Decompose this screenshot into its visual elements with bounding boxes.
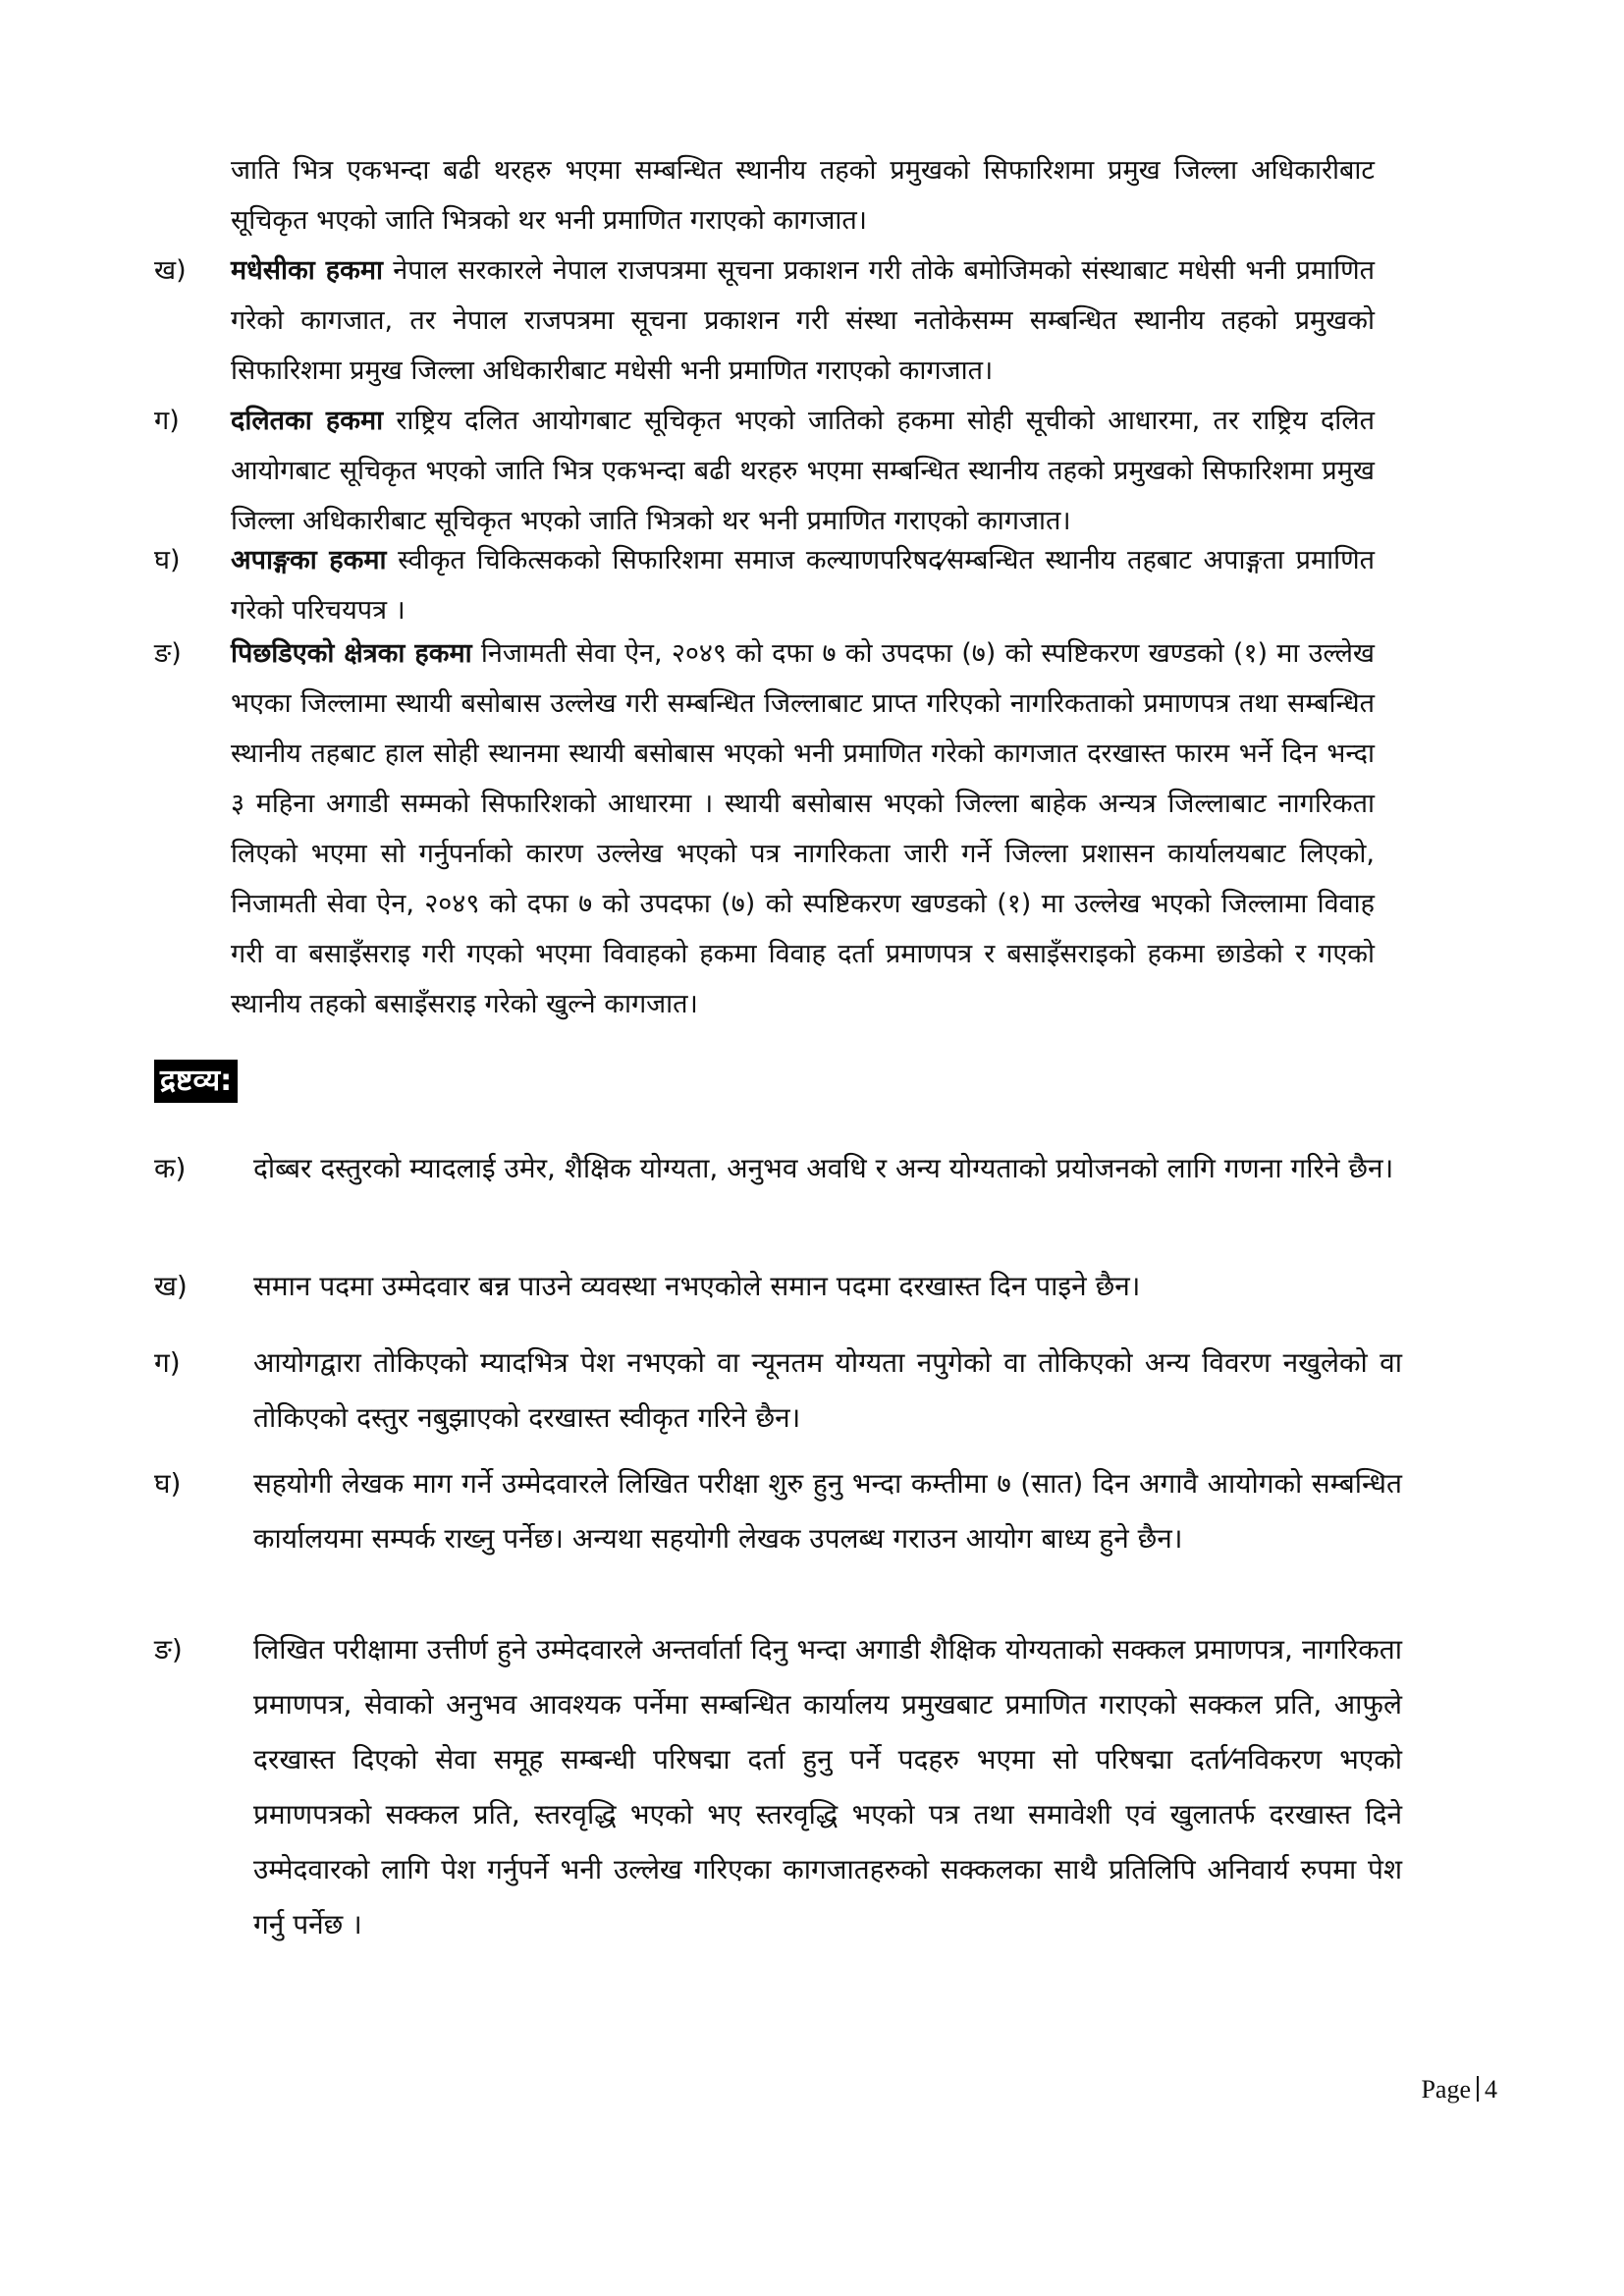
note-item: आयोगद्वारा तोकिएको म्यादभित्र पेश नभएको वा न्यूनतम योग्यता नपुगेको वा तोकिएको अन्य विवरण नखुलेको वा तोकिएको दस्तुर नबुझाएको दरखास्त स्वीकृत गरिने छैन। [253,1346,1402,1434]
page-number: 4 [1485,2075,1497,2104]
note-item: समान पदमा उम्मेदवार बन्न पाउने व्यवस्था नभएकोले समान पदमा दरखास्त दिन पाइने छैन। [253,1270,1141,1302]
list-item [231,629,1375,1029]
note-item: दोब्बर दस्तुरको म्यादलाई उमेर, शैक्षिक योग्यता, अनुभव अवधि र अन्य योग्यताको प्रयोजनको लागि गणना गरिने छैन। [253,1152,1394,1184]
note-item: लिखित परीक्षामा उत्तीर्ण हुने उम्मेदवारले अन्तर्वार्ता दिनु भन्दा अगाडी शैक्षिक योग्यताको सक्कल प्रमाणपत्र, नागरिकता प्रमाणपत्र, सेवाको अनुभव आवश्यक पर्नेमा सम्बन्धित कार्यालय प्रमुखबाट प्रमाणित गराएको सक्कल प्रति, आफुले दरखास्त दिएको सेवा समूह सम्बन्धी परिषद्मा दर्ता हुनु पर्ने पदहरु भएमा सो परिषद्मा दर्ता⁄नविकरण भएको प्रमाणपत्रको सक्कल प्रति, स्तरवृद्धि भएको भए स्तरवृद्धि भएको पत्र तथा समावेशी एवं खुलातर्फ दरखास्त दिने उम्मेदवारको लागि पेश गर्नुपर्ने भनी उल्लेख गरिएका कागजातहरुको सक्कलका साथै प्रतिलिपि अनिवार्य रुपमा पेश गर्नु पर्नेछ । [253,1633,1402,1941]
note-marker: घ) [154,1467,182,1500]
note-marker: ख) [154,1270,188,1302]
note-marker: क) [154,1152,187,1184]
item-text: निजामती सेवा ऐन, २०४९ को दफा ७ को उपदफा (७) को स्पष्टिकरण खण्डको (१) मा उल्लेख भएका जिल्लामा स्थायी बसोबास उल्लेख गरी सम्बन्धित जिल्लाबाट प्राप्त गरिएको नागरिकताको प्रमाणपत्र तथा सम्बन्धित स्थानीय तहबाट हाल सोही स्थानमा स्थायी बसोबास भएको भनी प्रमाणित गरेको कागजात दरखास्त फारम भर्ने दिन भन्दा ३ महिना अगाडी सम्मको सिफारिशको आधारमा । स्थायी बसोबास भएको जिल्ला बाहेक अन्यत्र जिल्लाबाट नागरिकता लिएको भएमा सो गर्नुपर्नाको कारण उल्लेख भएको पत्र नागरिकता जारी गर्ने जिल्ला प्रशासन कार्यालयबाट लिएको, निजामती सेवा ऐन, २०४९ को दफा ७ को उपदफा (७) को स्पष्टिकरण खण्डको (१) मा उल्लेख भएको जिल्लामा विवाह गरी वा बसाइँसराइ गरी गएको भएमा विवाहको हकमा विवाह दर्ता प्रमाणपत्र र बसाइँसराइको हकमा छाडेको र गएको स्थानीय तहको बसाइँसराइ गरेको खुल्ने कागजात। [231,638,1375,1019]
item-text: नेपाल सरकारले नेपाल राजपत्रमा सूचना प्रकाशन गरी तोके बमोजिमको संस्थाबाट मधेसी भनी प्रमाणित गरेको कागजात, तर नेपाल राजपत्रमा सूचना प्रकाशन गरी संस्था नतोकेसम्म सम्बन्धित स्थानीय तहको प्रमुखको सिफारिशमा प्रमुख जिल्ला अधिकारीबाट मधेसी भनी प्रमाणित गराएको कागजात। [231,255,1375,386]
list-item [231,246,1375,396]
item-heading: मधेसीका हकमा [231,255,384,286]
note-marker: ग) [154,1346,181,1379]
footer-separator [1477,2076,1479,2102]
item-marker: घ) [154,545,181,575]
note-heading: द्रष्टव्य: [154,1060,238,1103]
list-item [231,396,1375,546]
item-heading: अपाङ्गका हकमा [231,545,387,575]
item-marker: ग) [154,406,180,436]
item-heading: पिछडिएको क्षेत्रका हकमा [231,638,472,669]
item-heading: दलितका हकमा [231,406,384,436]
page-footer [1421,2075,1497,2105]
page-label: Page [1421,2075,1471,2104]
continuation-paragraph: जाति भित्र एकभन्दा बढी थरहरु भएमा सम्बन्धित स्थानीय तहको प्रमुखको सिफारिशमा प्रमुख जिल्ला अधिकारीबाट सूचिकृत भएको जाति भित्रको थर भनी प्रमाणित गराएको कागजात। [231,155,1375,236]
item-text: राष्ट्रिय दलित आयोगबाट सूचिकृत भएको जातिको हकमा सोही सूचीको आधारमा, तर राष्ट्रिय दलित आयोगबाट सूचिकृत भएको जाति भित्र एकभन्दा बढी थरहरु भएमा सम्बन्धित स्थानीय तहको प्रमुखको सिफारिशमा प्रमुख जिल्ला अधिकारीबाट सूचिकृत भएको जाति भित्रको थर भनी प्रमाणित गराएको कागजात। [231,406,1375,536]
item-marker: ङ) [154,638,182,669]
item-text: स्वीकृत चिकित्सकको सिफारिशमा समाज कल्याणपरिषद⁄सम्बन्धित स्थानीय तहबाट अपाङ्गता प्रमाणित गरेको परिचयपत्र । [231,545,1376,626]
list-item [231,535,1375,635]
note-item: सहयोगी लेखक माग गर्ने उम्मेदवारले लिखित परीक्षा शुरु हुनु भन्दा कम्तीमा ७ (सात) दिन अगावै आयोगको सम्बन्धित कार्यालयमा सम्पर्क राख्नु पर्नेछ। अन्यथा सहयोगी लेखक उपलब्ध गराउन आयोग बाध्य हुने छैन। [253,1467,1402,1555]
note-marker: ङ) [154,1633,183,1666]
item-marker: ख) [154,255,187,286]
